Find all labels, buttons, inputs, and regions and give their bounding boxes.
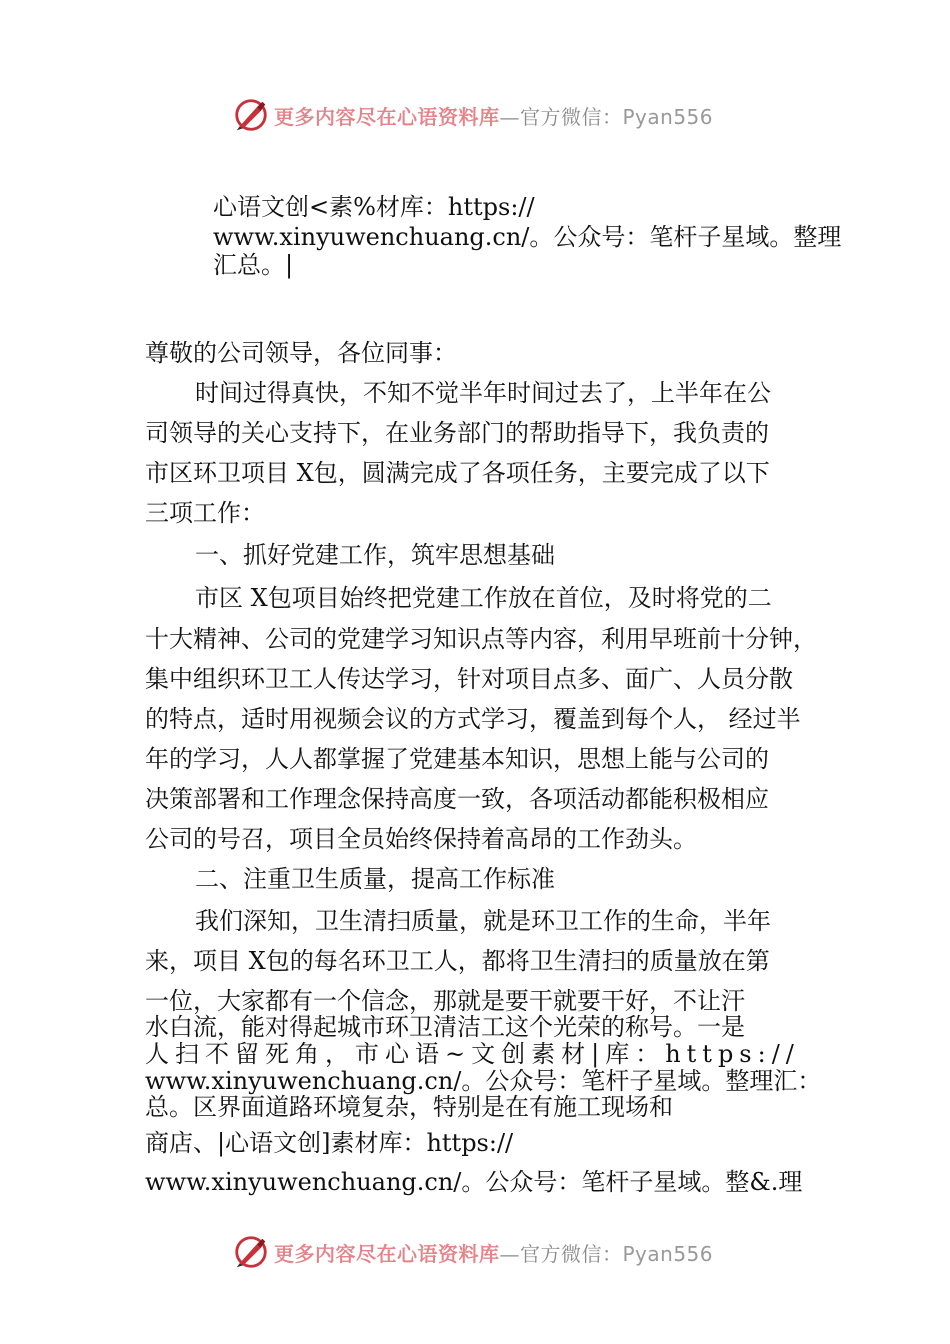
- banner-site-name: 更多内容尽在心语资料库: [274, 104, 500, 129]
- greeting: 尊敬的公司领导，各位同事：: [145, 339, 457, 367]
- paragraph-line: 集中组织环卫工人传达学习，针对项目点多、面广、人员分散: [145, 665, 793, 693]
- pen-logo-icon: [232, 1233, 270, 1271]
- banner-text: [274, 101, 713, 130]
- paragraph-line: 水白流，能对得起城市环卫清洁工这个光荣的称号。一是: [145, 1013, 745, 1041]
- header-block-line-1: 心语文创<素%材库：https://: [213, 193, 535, 221]
- banner-wechat-id: Pyan556: [622, 1241, 714, 1266]
- header-banner: [232, 95, 752, 135]
- paragraph-line: 司领导的关心支持下，在业务部门的帮助指导下，我负责的: [145, 419, 769, 447]
- banner-text: [274, 1238, 713, 1267]
- paragraph-line: 决策部署和工作理念保持高度一致，各项活动都能积极相应: [145, 785, 769, 813]
- header-block-line-3: 汇总。|: [213, 251, 294, 279]
- section-heading-1: 一、抓好党建工作，筑牢思想基础: [195, 541, 555, 569]
- paragraph-line: 市区 X包项目始终把党建工作放在首位，及时将党的二: [195, 584, 772, 612]
- paragraph-line: 人扫不留死角，市心语~文创素材|库：https://: [145, 1040, 800, 1068]
- banner-site-name: 更多内容尽在心语资料库: [274, 1241, 500, 1266]
- pen-logo-icon: [232, 96, 270, 134]
- paragraph-line: 十大精神、公司的党建学习知识点等内容，利用早班前十分钟，: [145, 625, 817, 653]
- paragraph-line: www.xinyuwenchuang.cn/。公众号：笔杆子星域。整&.理: [145, 1168, 803, 1196]
- paragraph-line: 商店、|心语文创]素材库：https://: [145, 1129, 514, 1157]
- paragraph-line: 市区环卫项目 X包，圆满完成了各项任务，主要完成了以下: [145, 459, 770, 487]
- footer-banner: [232, 1232, 752, 1272]
- paragraph-line: 我们深知，卫生清扫质量，就是环卫工作的生命，半年: [195, 907, 771, 935]
- paragraph-line: 时间过得真快，不知不觉半年时间过去了，上半年在公: [195, 379, 771, 407]
- header-block-line-2: www.xinyuwenchuang.cn/。公众号：笔杆子星域。整理: [213, 223, 842, 251]
- paragraph-line: 公司的号召，项目全员始终保持着高昂的工作劲头。: [145, 825, 697, 853]
- paragraph-line: 三项工作：: [145, 499, 265, 527]
- banner-wechat-id: Pyan556: [622, 104, 714, 129]
- banner-wechat-label: —官方微信：: [499, 1241, 623, 1266]
- paragraph-line: 的特点，适时用视频会议的方式学习，覆盖到每个人， 经过半: [145, 705, 801, 733]
- paragraph-line: 总。区界面道路环境复杂，特别是在有施工现场和: [145, 1093, 673, 1121]
- banner-wechat-label: —官方微信：: [499, 104, 623, 129]
- paragraph-line: 一位，大家都有一个信念，那就是要干就要干好，不让汗: [145, 987, 745, 1015]
- section-heading-2: 二、注重卫生质量，提高工作标准: [195, 865, 555, 893]
- paragraph-line: 年的学习，人人都掌握了党建基本知识，思想上能与公司的: [145, 745, 769, 773]
- paragraph-line: www.xinyuwenchuang.cn/。公众号：笔杆子星域。整理汇：: [145, 1067, 822, 1095]
- paragraph-line: 来，项目 X包的每名环卫工人，都将卫生清扫的质量放在第: [145, 947, 770, 975]
